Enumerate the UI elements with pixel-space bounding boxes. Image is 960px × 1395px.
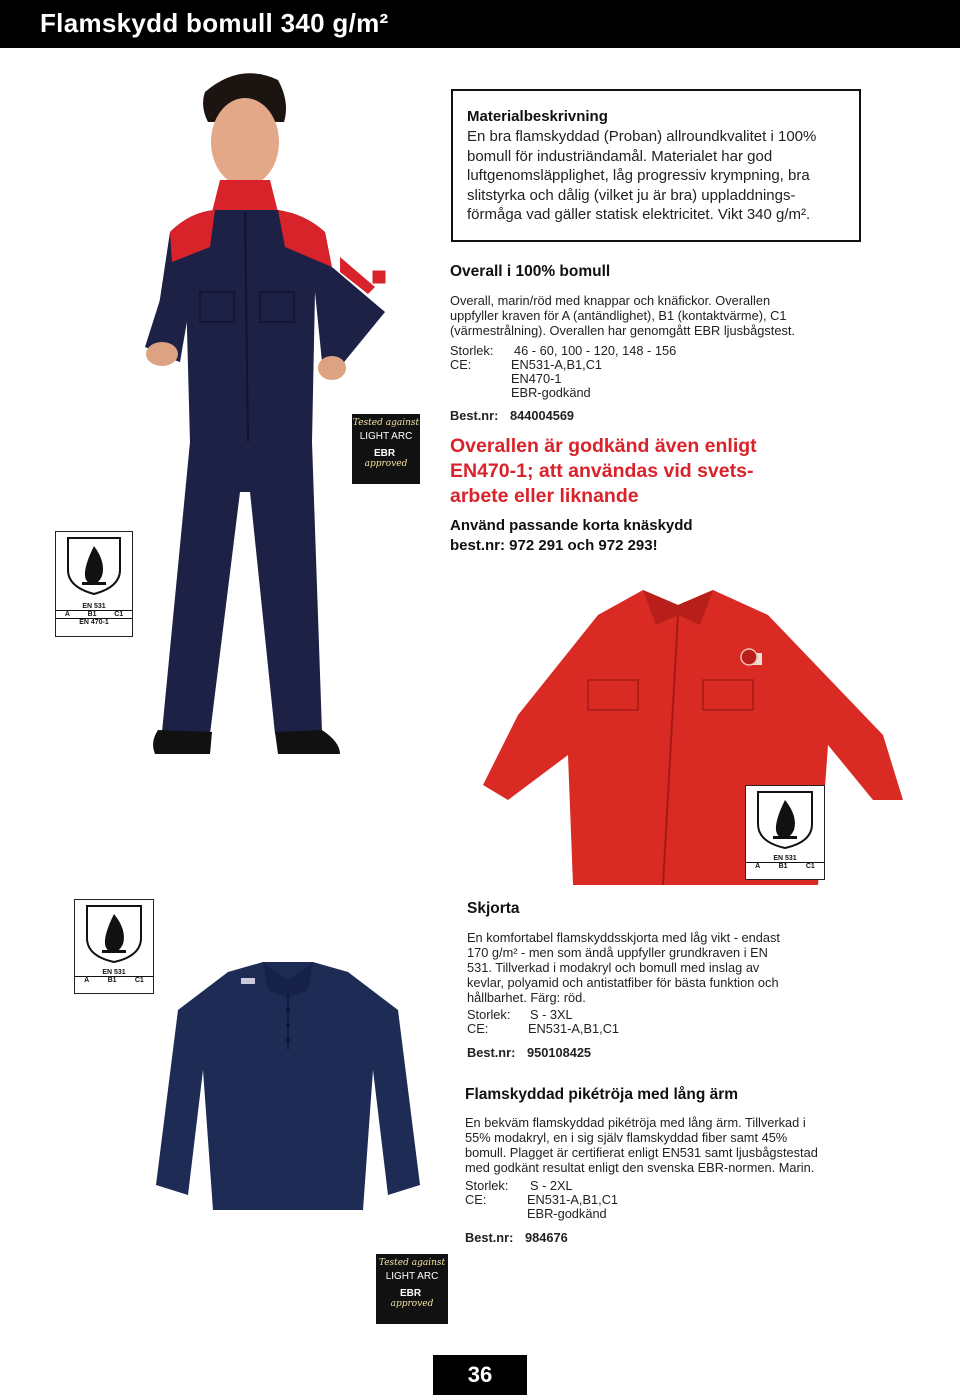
overall-description xyxy=(450,293,830,338)
pike-description xyxy=(465,1115,865,1175)
overall-line: uppfyller kraven för A (antändlighet), B1 (kontaktvärme), C1 xyxy=(450,308,787,323)
knee-note: Använd passande korta knäskydd best.nr: 972 291 och 972 293! xyxy=(450,517,693,554)
overall-storlek-label: Storlek: xyxy=(450,343,494,358)
overall-ce-label: CE: xyxy=(450,357,472,372)
pike-ce-label: CE: xyxy=(465,1192,487,1207)
overall-ce-value: EBR-godkänd xyxy=(511,385,591,400)
skjorta-line: 170 g/m² - men som ändå uppfyller grundkraven i EN xyxy=(467,945,768,960)
pike-line: En bekväm flamskyddad pikétröja med lång ärm. Tillverkad i xyxy=(465,1115,806,1130)
shirt-photo xyxy=(478,585,908,885)
skjorta-title: Skjorta xyxy=(467,900,520,917)
skjorta-ce-label: CE: xyxy=(467,1021,489,1036)
pike-bestnr-value: 984676 xyxy=(525,1230,568,1245)
light-arc-badge: Tested against LIGHT ARC EBR approved xyxy=(352,414,420,484)
flame-icon xyxy=(56,532,132,598)
flame-icon xyxy=(75,900,153,964)
skjorta-bestnr-value: 950108425 xyxy=(527,1045,592,1060)
overall-ce-value: EN470-1 xyxy=(511,371,562,386)
material-line: förmåga vad gäller statisk elektricitet. Vikt 340 g/m². xyxy=(467,206,811,223)
overall-title: Overall i 100% bomull xyxy=(450,263,611,280)
overall-highlight: Overallen är godkänd även enligt EN470-1; att användas vid svets- arbete eller liknande xyxy=(450,435,757,507)
material-line: En bra flamskyddad (Proban) allroundkvalitet i 100% xyxy=(467,128,817,145)
en531-en470-symbol: EN 531 A B1 C1 EN 470-1 xyxy=(55,531,133,637)
flame-icon xyxy=(746,786,824,850)
pike-line: bomull. Plagget är certifierat enligt EN531 samt ljusbågstestad xyxy=(465,1145,818,1160)
skjorta-description xyxy=(467,930,817,1005)
overall-bestnr-value: 844004569 xyxy=(510,408,575,423)
material-line: luftgenomsläpplighet, låg progressiv krympning, bra xyxy=(467,167,810,184)
pike-bestnr-label: Best.nr: xyxy=(465,1230,514,1245)
en531-symbol-polo: EN 531 A B1 C1 xyxy=(74,899,154,994)
skjorta-ce-value: EN531-A,B1,C1 xyxy=(528,1021,620,1036)
material-description-box xyxy=(451,89,861,242)
pike-storlek-label: Storlek: xyxy=(465,1178,509,1193)
pike-storlek-value: S - 2XL xyxy=(530,1178,573,1193)
page-number: 36 xyxy=(433,1355,527,1395)
material-heading: Materialbeskrivning xyxy=(467,108,608,125)
skjorta-storlek-label: Storlek: xyxy=(467,1007,511,1022)
pike-title: Flamskyddad pikétröja med lång ärm xyxy=(465,1086,739,1103)
overall-ce-value: EN531-A,B1,C1 xyxy=(511,357,603,372)
material-line: slitstyrka och dålig (vilket ju är bra) uppladdnings- xyxy=(467,186,796,204)
skjorta-line: hållbarhet. Färg: röd. xyxy=(467,990,586,1005)
pike-ce-value: EBR-godkänd xyxy=(527,1206,607,1221)
skjorta-line: kevlar, polyamid och antistatfiber för bästa funktion och xyxy=(467,975,779,990)
polo-photo xyxy=(148,960,428,1220)
overall-bestnr-label: Best.nr: xyxy=(450,408,499,423)
pike-line: 55% modakryl, en i sig själv flamskyddad fiber samt 45% xyxy=(465,1130,788,1145)
light-arc-badge-polo: Tested against LIGHT ARC EBR approved xyxy=(376,1254,448,1324)
skjorta-line: En komfortabel flamskyddsskjorta med låg vikt - endast xyxy=(467,930,780,945)
overall-line: (värmestrålning). Overallen har genomgått EBR ljusbågstest. xyxy=(450,323,795,338)
overall-line: Overall, marin/röd med knappar och knäfickor. Overallen xyxy=(450,293,771,308)
pike-ce-value: EN531-A,B1,C1 xyxy=(527,1192,619,1207)
en531-symbol: EN 531 A B1 C1 xyxy=(745,785,825,880)
overall-storlek-value: 46 - 60, 100 - 120, 148 - 156 xyxy=(514,343,677,358)
skjorta-storlek-value: S - 3XL xyxy=(530,1007,573,1022)
pike-line: med godkänt resultat enligt den svenska EBR-normen. Marin. xyxy=(465,1160,815,1175)
skjorta-bestnr-label: Best.nr: xyxy=(467,1045,516,1060)
page-title: Flamskydd bomull 340 g/m² xyxy=(40,8,389,38)
material-line: bomull för industriändamål. Materialet har god xyxy=(467,147,773,165)
skjorta-line: 531. Tillverkad i modakryl och bomull med inslag av xyxy=(467,960,760,975)
